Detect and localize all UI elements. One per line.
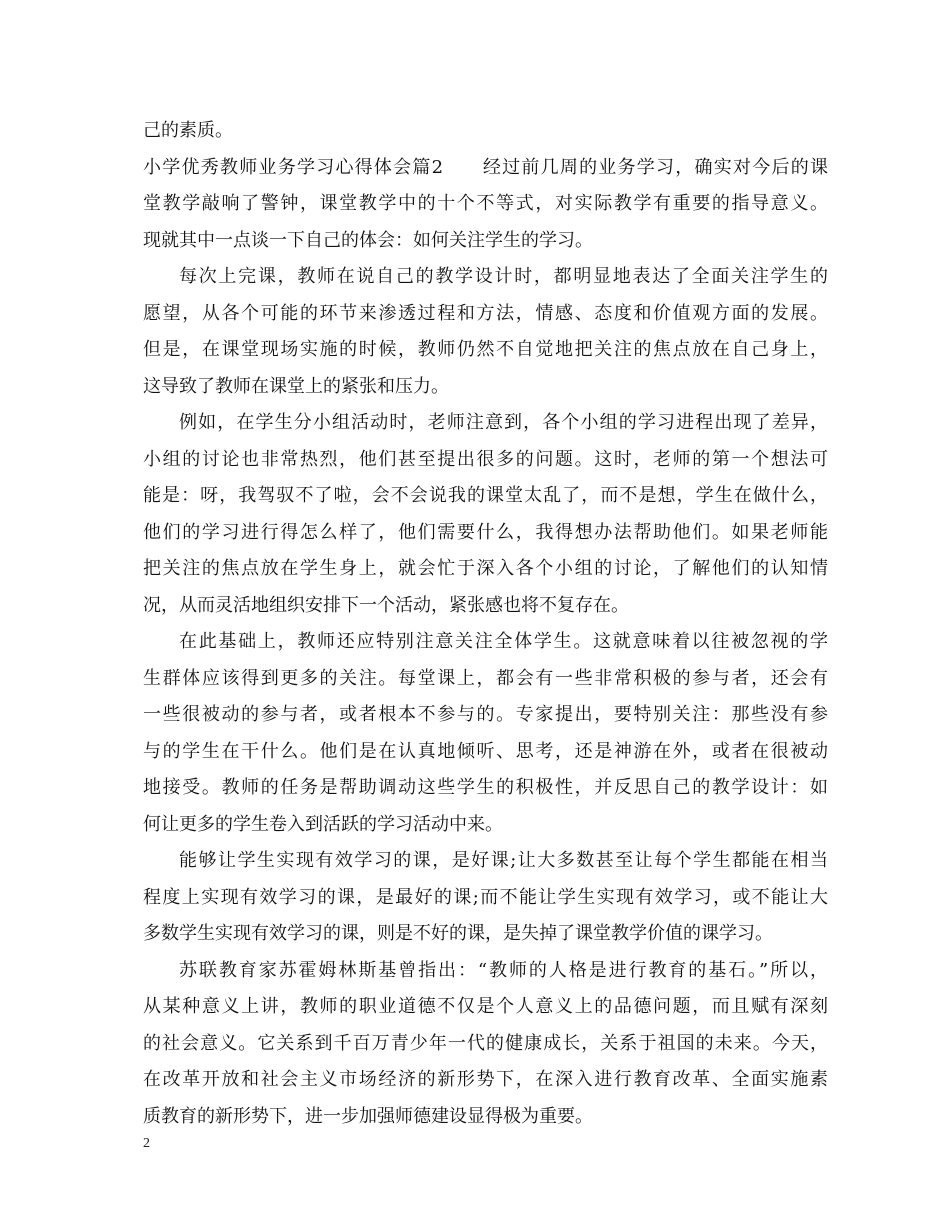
text-line: 己的素质。	[143, 120, 233, 141]
text-line: 例如，在学生分小组活动时，老师注意到，各个小组的学习进程出现了差异，	[179, 412, 828, 433]
text-line: 地接受。教师的任务是帮助调动这些学生的积极性，并反思自己的教学设计：如	[143, 777, 828, 798]
text-line: 苏联教育家苏霍姆林斯基曾指出：“教师的人格是进行教育的基石。”所以，	[179, 959, 828, 981]
text-line: 质教育的新形势下，进一步加强师德建设显得极为重要。	[143, 1105, 593, 1127]
page-number: 2	[143, 1136, 150, 1151]
text-line: 愿望，从各个可能的环节来渗透过程和方法，情感、态度和价值观方面的发展。	[143, 302, 828, 324]
text-line: 但是，在课堂现场实施的时候，教师仍然不自觉地把关注的焦点放在自己身上，	[143, 339, 828, 360]
text-line: 从某种意义上讲，教师的职业道德不仅是个人意义上的品德问题，而且赋有深刻	[143, 996, 828, 1017]
text-line: 能够让学生实现有效学习的课，是好课;让大多数甚至让每个学生都能在相当	[179, 850, 828, 871]
text-line: 多数学生实现有效学习的课，则是不好的课，是失掉了课堂教学价值的课学习。	[143, 923, 773, 944]
body-text	[143, 113, 828, 1135]
text-line: 这导致了教师在课堂上的紧张和压力。	[143, 375, 449, 397]
text-line: 在此基础上，教师还应特别注意关注全体学生。这就意味着以往被忽视的学	[179, 631, 828, 652]
text-line: 小学优秀教师业务学习心得体会篇2 经过前几周的业务学习，确实对今后的课	[143, 156, 828, 178]
text-line: 何让更多的学生卷入到活跃的学习活动中来。	[143, 813, 503, 835]
text-line: 的社会意义。它关系到千百万青少年一代的健康成长，关系于祖国的未来。今天，	[143, 1032, 828, 1054]
text-line: 在改革开放和社会主义市场经济的新形势下，在深入进行教育改革、全面实施素	[143, 1069, 828, 1090]
text-line: 能是：呀，我驾驭不了啦，会不会说我的课堂太乱了，而不是想，学生在做什么，	[143, 485, 828, 506]
text-line: 堂教学敲响了警钟，课堂教学中的十个不等式，对实际教学有重要的指导意义。	[143, 193, 828, 214]
text-line: 生群体应该得到更多的关注。每堂课上，都会有一些非常积极的参与者，还会有	[143, 667, 828, 689]
text-line: 与的学生在干什么。他们是在认真地倾听、思考，还是神游在外，或者在很被动	[143, 740, 828, 762]
text-line: 小组的讨论也非常热烈，他们甚至提出很多的问题。这时，老师的第一个想法可	[143, 448, 828, 470]
text-line: 把关注的焦点放在学生身上，就会忙于深入各个小组的讨论，了解他们的认知情	[143, 558, 828, 579]
text-line: 一些很被动的参与者，或者根本不参与的。专家提出，要特别关注：那些没有参	[143, 704, 828, 725]
text-line: 程度上实现有效学习的课，是最好的课;而不能让学生实现有效学习，或不能让大	[143, 886, 828, 908]
text-line: 现就其中一点谈一下自己的体会：如何关注学生的学习。	[143, 229, 593, 251]
text-line: 每次上完课，教师在说自己的教学设计时，都明显地表达了全面关注学生的	[179, 266, 828, 287]
text-line: 他们的学习进行得怎么样了，他们需要什么，我得想办法帮助他们。如果老师能	[143, 521, 828, 543]
text-line: 况，从而灵活地组织安排下一个活动，紧张感也将不复存在。	[143, 594, 629, 616]
